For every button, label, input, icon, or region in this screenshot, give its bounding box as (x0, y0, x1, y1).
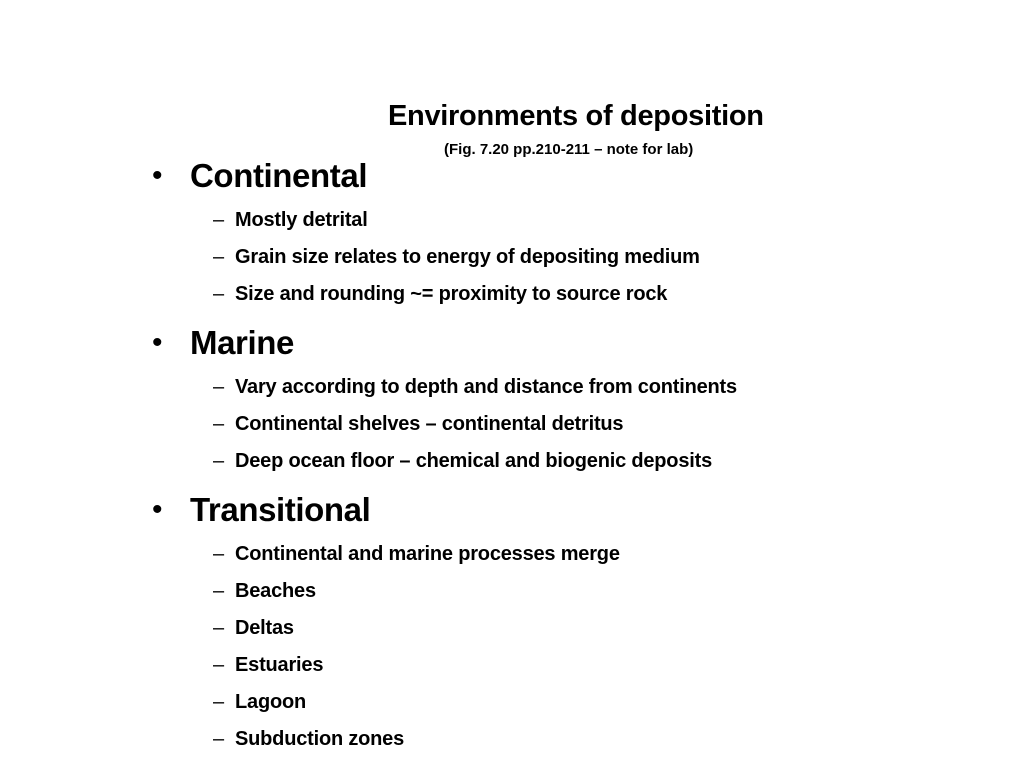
section-heading: Marine (190, 324, 294, 361)
list-item-label: Estuaries (235, 654, 324, 676)
list-item-label: Subduction zones (235, 728, 405, 750)
section-marine (0, 323, 1024, 480)
main-bullet-row (0, 323, 1024, 363)
dash-icon: – (213, 209, 225, 231)
dash-icon: – (213, 654, 225, 676)
bullet-icon: • (152, 493, 163, 526)
list-item-label: Lagoon (235, 691, 307, 713)
list-item-label: Beaches (235, 580, 316, 602)
list-item (0, 202, 1024, 239)
list-item (0, 536, 1024, 573)
list-item (0, 276, 1024, 313)
list-item-label: Continental shelves – continental detritus (235, 413, 624, 435)
section-transitional (0, 490, 1024, 758)
list-item (0, 406, 1024, 443)
list-item-label: Deep ocean floor – chemical and biogenic deposits (235, 450, 712, 472)
section-heading: Continental (190, 157, 368, 194)
bullet-icon: • (152, 326, 163, 359)
list-item-label: Mostly detrital (235, 209, 368, 231)
list-item (0, 684, 1024, 721)
list-item-label: Size and rounding ~= proximity to source rock (235, 283, 668, 305)
bullet-icon: • (152, 159, 163, 192)
main-bullet-row (0, 490, 1024, 530)
dash-icon: – (213, 246, 225, 268)
list-item-label: Vary according to depth and distance from continents (235, 376, 737, 398)
slide-subtitle: (Fig. 7.20 pp.210-211 – note for lab) (444, 141, 694, 158)
dash-icon: – (213, 413, 225, 435)
dash-icon: – (213, 543, 225, 565)
section-heading: Transitional (190, 491, 371, 528)
dash-icon: – (213, 283, 225, 305)
slide-title: Environments of deposition (388, 100, 764, 132)
dash-icon: – (213, 376, 225, 398)
dash-icon: – (213, 728, 225, 750)
list-item (0, 239, 1024, 276)
list-item (0, 573, 1024, 610)
list-item (0, 443, 1024, 480)
dash-icon: – (213, 617, 225, 639)
list-item-label: Continental and marine processes merge (235, 543, 620, 565)
section-continental (0, 156, 1024, 313)
dash-icon: – (213, 691, 225, 713)
main-bullet-row (0, 156, 1024, 196)
list-item (0, 647, 1024, 684)
list-item-label: Grain size relates to energy of depositing medium (235, 246, 700, 268)
dash-icon: – (213, 450, 225, 472)
dash-icon: – (213, 580, 225, 602)
list-item (0, 369, 1024, 406)
list-item (0, 721, 1024, 758)
list-item-label: Deltas (235, 617, 294, 639)
list-item (0, 610, 1024, 647)
